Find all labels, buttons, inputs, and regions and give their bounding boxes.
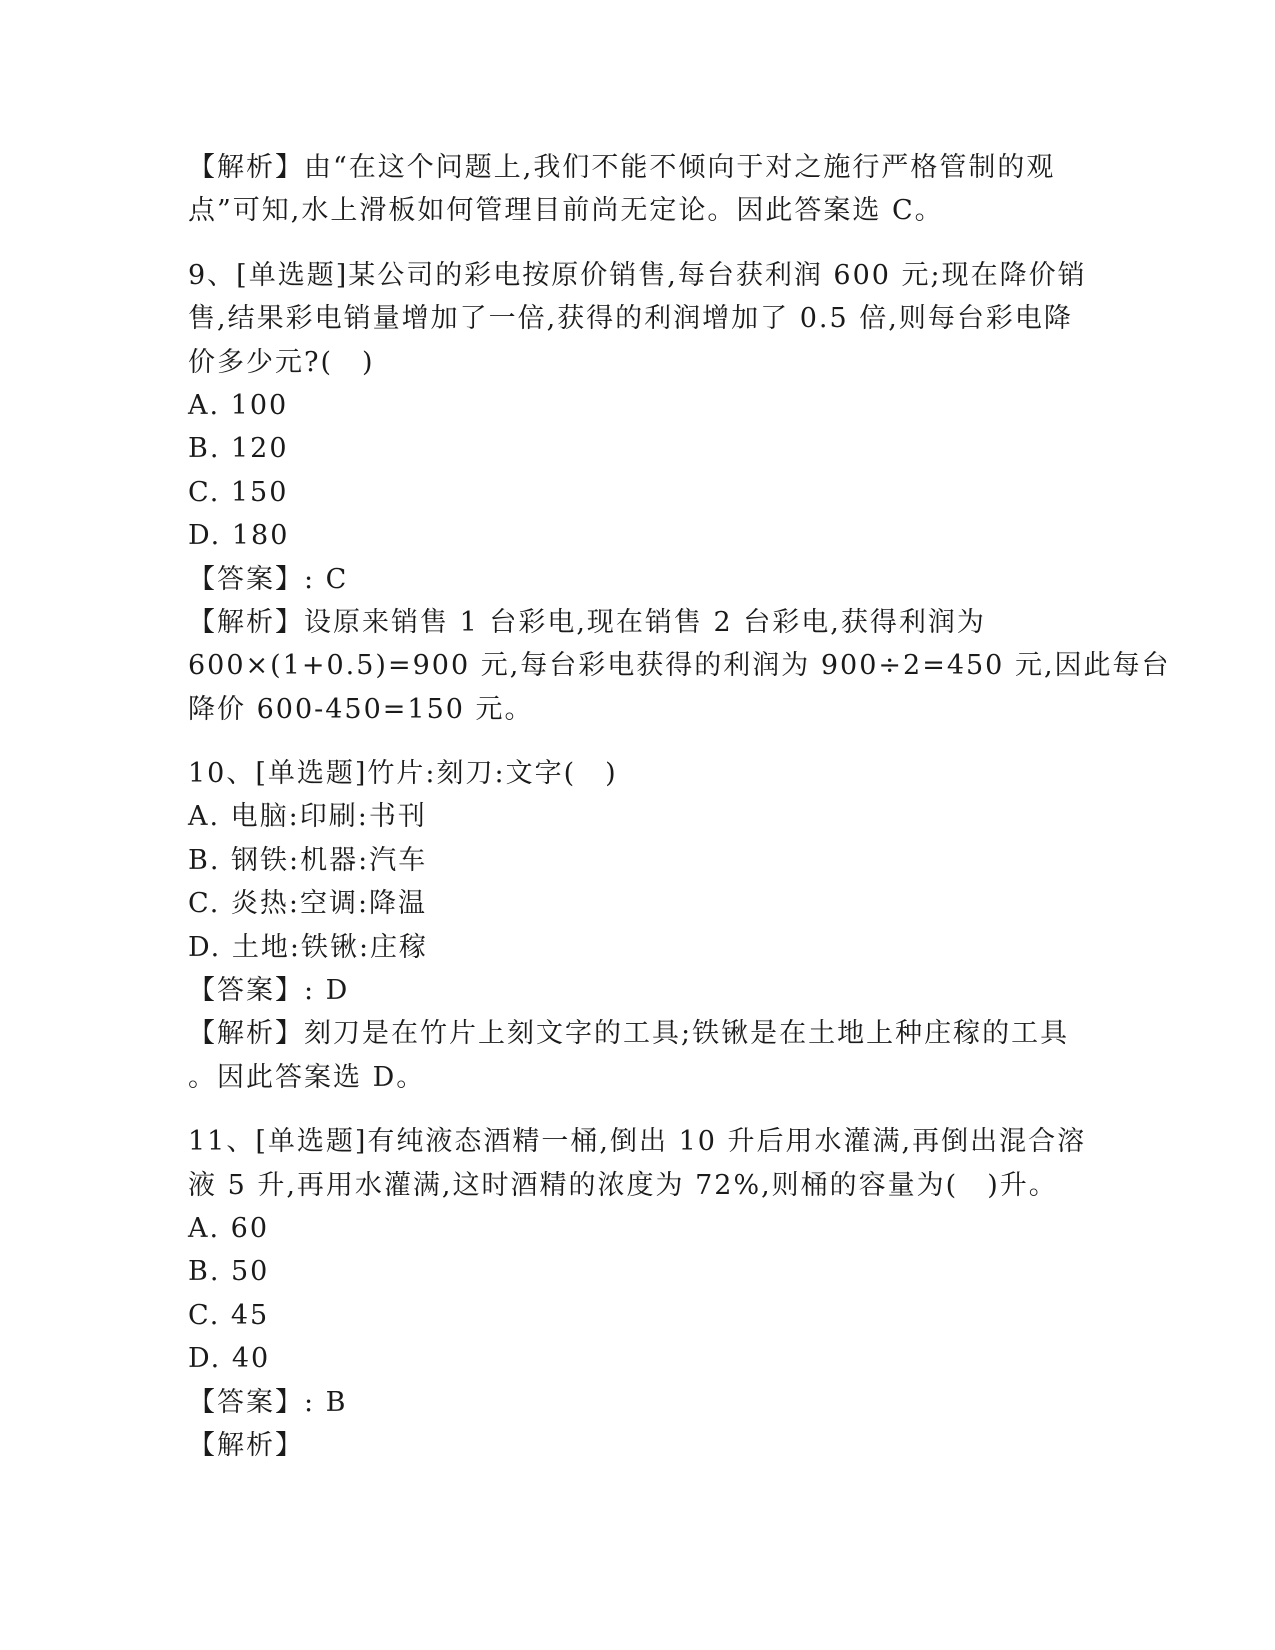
explanation-line: 600×(1+0.5)=900 元,每台彩电获得的利润为 900÷2=450 元,因此每台: [188, 650, 1171, 682]
question-stem-line: 9、[单选题]某公司的彩电按原价销售,每台获利润 600 元;现在降价销: [188, 259, 1087, 291]
explanation-line: 【解析】刻刀是在竹片上刻文字的工具;铁锹是在土地上种庄稼的工具: [188, 1018, 1070, 1050]
option-c: C. 45: [188, 1299, 270, 1331]
question-stem-line: 10、[单选题]竹片:刻刀:文字( ): [188, 758, 618, 790]
question-9: [188, 254, 1171, 731]
option-d: D. 40: [188, 1343, 271, 1375]
explanation-line: 降价 600-450=150 元。: [188, 693, 534, 725]
option-a: A. 100: [188, 389, 289, 421]
explanation-line: 。因此答案选 D。: [188, 1061, 426, 1093]
option-d: D. 180: [188, 520, 290, 552]
question-stem-line: 液 5 升,再用水灌满,这时酒精的浓度为 72%,则桶的容量为( )升。: [188, 1169, 1058, 1201]
option-a: A. 60: [188, 1212, 270, 1244]
option-d: D. 土地:铁锹:庄稼: [188, 931, 429, 963]
question-stem-line: 售,结果彩电销量增加了一倍,获得的利润增加了 0.5 倍,则每台彩电降: [188, 303, 1073, 335]
document-content: [188, 146, 1171, 1467]
option-b: B. 50: [188, 1256, 270, 1288]
explanation-line: 【解析】: [188, 1429, 304, 1461]
question-stem-line: 11、[单选题]有纯液态酒精一桶,倒出 10 升后用水灌满,再倒出混合溶: [188, 1126, 1087, 1158]
question-stem-line: 价多少元?( ): [188, 346, 375, 378]
option-b: B. 120: [188, 433, 289, 465]
option-c: C. 150: [188, 476, 289, 508]
question-11: [188, 1120, 1088, 1467]
explanation-line: 【解析】由“在这个问题上,我们不能不倾向于对之施行严格管制的观: [188, 152, 1056, 183]
option-b: B. 钢铁:机器:汽车: [188, 844, 428, 876]
answer-line: 【答案】: C: [188, 563, 349, 595]
option-c: C. 炎热:空调:降温: [188, 888, 428, 920]
explanation-line: 点”可知,水上滑板如何管理目前尚无定论。因此答案选 C。: [188, 195, 944, 227]
answer-line: 【答案】: D: [188, 975, 350, 1007]
option-a: A. 电脑:印刷:书刊: [188, 801, 427, 833]
question-10: [188, 752, 1088, 1099]
explanation-block: [188, 146, 1088, 233]
explanation-line: 【解析】设原来销售 1 台彩电,现在销售 2 台彩电,获得利润为: [188, 606, 986, 638]
answer-line: 【答案】: B: [188, 1386, 348, 1418]
